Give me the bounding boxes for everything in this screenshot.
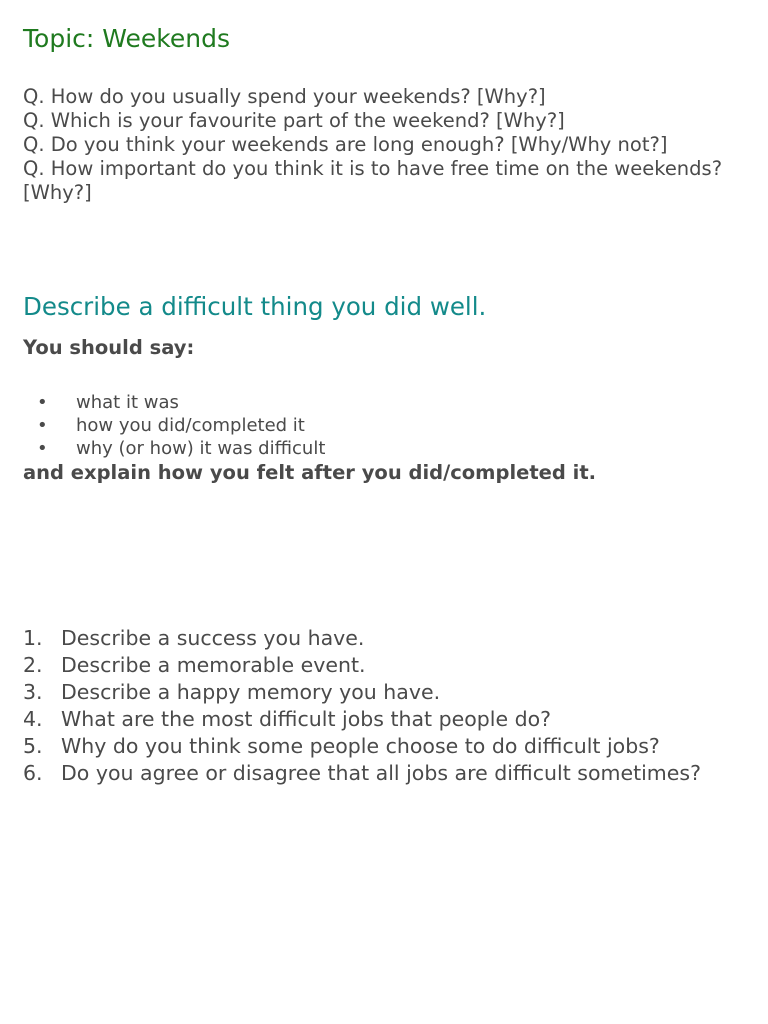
list-number: 2. bbox=[23, 653, 43, 677]
list-text: Do you agree or disagree that all jobs are difficult sometimes? bbox=[61, 761, 701, 785]
bullet-item bbox=[23, 414, 325, 437]
cue-card-title: Describe a difficult thing you did well. bbox=[23, 292, 487, 321]
list-number: 5. bbox=[23, 734, 43, 758]
bullet-item bbox=[23, 437, 325, 460]
list-item bbox=[23, 625, 701, 652]
list-text: Describe a happy memory you have. bbox=[61, 680, 441, 704]
bullet-icon: • bbox=[37, 392, 48, 413]
list-item bbox=[23, 733, 701, 760]
list-number: 1. bbox=[23, 626, 43, 650]
list-text: Why do you think some people choose to do difficult jobs? bbox=[61, 734, 660, 758]
bullet-text: how you did/completed it bbox=[76, 415, 305, 436]
list-item bbox=[23, 706, 701, 733]
bullet-icon: • bbox=[37, 415, 48, 436]
list-item bbox=[23, 679, 701, 706]
bullet-text: what it was bbox=[76, 392, 179, 413]
list-item bbox=[23, 760, 701, 787]
list-text: What are the most difficult jobs that people do? bbox=[61, 707, 552, 731]
list-number: 6. bbox=[23, 761, 43, 785]
bullet-icon: • bbox=[37, 438, 48, 459]
bullet-item bbox=[23, 391, 325, 414]
list-number: 4. bbox=[23, 707, 43, 731]
question-item: Q. Which is your favourite part of the weekend? [Why?] bbox=[23, 109, 565, 132]
cue-card-bullet-list bbox=[23, 391, 325, 460]
part1-question-list bbox=[23, 85, 743, 205]
question-item: Q. How important do you think it is to have free time on the weekends? [Why?] bbox=[23, 157, 723, 204]
list-text: Describe a memorable event. bbox=[61, 653, 366, 677]
topic-title: Topic: Weekends bbox=[23, 24, 230, 53]
explain-instruction: and explain how you felt after you did/completed it. bbox=[23, 461, 597, 484]
bullet-text: why (or how) it was difficult bbox=[76, 438, 326, 459]
question-item: Q. How do you usually spend your weekends? [Why?] bbox=[23, 85, 546, 108]
should-say-label: You should say: bbox=[23, 336, 195, 359]
list-item bbox=[23, 652, 701, 679]
related-question-list bbox=[23, 625, 701, 787]
question-item: Q. Do you think your weekends are long enough? [Why/Why not?] bbox=[23, 133, 668, 156]
list-text: Describe a success you have. bbox=[61, 626, 365, 650]
list-number: 3. bbox=[23, 680, 43, 704]
